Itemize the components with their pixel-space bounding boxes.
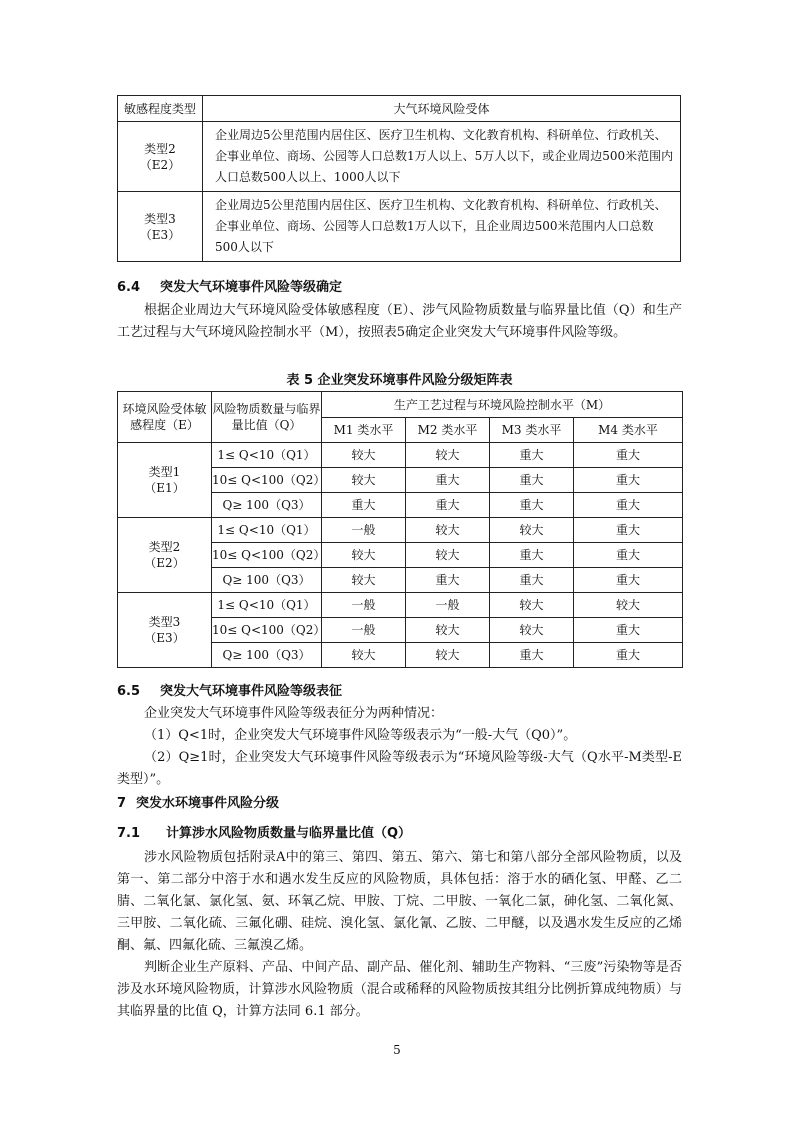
e-type-label: 类型1 <box>148 465 181 479</box>
e-type-code: （E2） <box>144 556 185 570</box>
section-number: 7 <box>117 796 127 811</box>
e-type-label: 类型3 <box>148 615 181 629</box>
e-type-cell <box>118 443 212 518</box>
header-m: 生产工艺过程与环境风险控制水平（M） <box>322 392 683 418</box>
section-heading-7 <box>117 792 279 811</box>
header-atmospheric-receptor: 大气环境风险受体 <box>203 96 681 122</box>
level-cell: 重大 <box>574 468 683 493</box>
level-cell: 重大 <box>406 568 490 593</box>
paragraph: （2）Q≥1时，企业突发大气环境事件风险等级表示为“环境风险等级-大气（Q水平-M类型-E类型）”。 <box>117 750 682 787</box>
header-q: 风险物质数量与临界量比值（Q） <box>212 392 322 443</box>
level-cell: 重大 <box>490 493 574 518</box>
e-type-label: 类型2 <box>148 540 181 554</box>
level-cell: 较大 <box>490 618 574 643</box>
section-heading-7-1 <box>117 822 411 841</box>
section-title: 计算涉水风险物质数量与临界量比值（Q） <box>166 826 412 841</box>
section-title: 突发大气环境事件风险等级表征 <box>160 684 343 699</box>
q-cell: 10≤ Q<100（Q2） <box>212 618 322 643</box>
level-cell: 重大 <box>490 468 574 493</box>
paragraph: （1）Q<1时，企业突发大气环境事件风险等级表示为“一般-大气（Q0）”。 <box>144 728 577 743</box>
level-cell: 较大 <box>406 443 490 468</box>
header-sensitivity-type: 敏感程度类型 <box>118 96 203 122</box>
level-cell: 一般 <box>322 593 406 618</box>
e-type-code: （E1） <box>144 481 185 495</box>
q-cell: Q≥ 100（Q3） <box>212 493 322 518</box>
paragraph: 涉水风险物质包括附录A中的第三、第四、第五、第六、第七和第八部分全部风险物质，以及第一、第二部分中溶于水和遇水发生反应的风险物质，具体包括：溶于水的硒化氢、甲醛、乙二腈、二氧化氯、氯化氢、氨、环氧乙烷、甲胺、丁烷、二甲胺、一氧化二氯，砷化氢、二氧化氮、三甲胺、二氧化硫、三氟化硼、硅烷、溴化氢、氯化氰、乙胺、二甲醚，以及遇水发生反应的乙烯酮、氟、四氟化硫、三氟溴乙烯。 <box>117 850 682 953</box>
level-cell: 重大 <box>406 468 490 493</box>
q-cell: 10≤ Q<100（Q2） <box>212 543 322 568</box>
type-cell <box>118 192 203 262</box>
q-cell: Q≥ 100（Q3） <box>212 568 322 593</box>
section-heading-6-4 <box>117 276 342 295</box>
table-row <box>118 192 681 262</box>
e-type-cell <box>118 593 212 668</box>
table-row <box>118 518 683 543</box>
level-cell: 较大 <box>322 568 406 593</box>
paragraph: 企业突发大气环境事件风险等级表征分为两种情况： <box>144 706 444 721</box>
table-caption: 表 5 企业突发环境事件风险分级矩阵表 <box>286 373 513 388</box>
level-cell: 较大 <box>406 543 490 568</box>
level-cell: 重大 <box>574 568 683 593</box>
level-cell: 较大 <box>490 518 574 543</box>
level-cell: 重大 <box>490 568 574 593</box>
section-heading-6-5 <box>117 680 342 699</box>
section-number: 7.1 <box>117 826 141 841</box>
level-cell: 较大 <box>490 593 574 618</box>
section-number: 6.5 <box>117 684 141 699</box>
level-cell: 重大 <box>574 543 683 568</box>
type-label: 类型2 <box>144 141 176 156</box>
level-cell: 一般 <box>406 593 490 618</box>
level-cell: 重大 <box>574 493 683 518</box>
header-m3: M3 类水平 <box>490 418 574 443</box>
q-cell: 1≤ Q<10（Q1） <box>212 443 322 468</box>
header-m1: M1 类水平 <box>322 418 406 443</box>
table-row <box>118 593 683 618</box>
table-header-row <box>118 392 683 418</box>
level-cell: 重大 <box>574 518 683 543</box>
page-number: 5 <box>393 1043 401 1057</box>
table-header-row <box>118 96 681 122</box>
q-cell: 10≤ Q<100（Q2） <box>212 468 322 493</box>
header-m2: M2 类水平 <box>406 418 490 443</box>
level-cell: 重大 <box>490 643 574 668</box>
section-number: 6.4 <box>117 280 141 295</box>
e-type-cell <box>118 518 212 593</box>
paragraph: 根据企业周边大气环境风险受体敏感程度（E）、涉气风险物质数量与临界量比值（Q）和生产工艺过程与大气环境风险控制水平（M），按照表5确定企业突发大气环境事件风险等级。 <box>117 303 682 340</box>
level-cell: 较大 <box>322 543 406 568</box>
level-cell: 重大 <box>574 443 683 468</box>
type-code: （E3） <box>139 227 181 242</box>
level-cell: 重大 <box>574 618 683 643</box>
table-row <box>118 122 681 192</box>
level-cell: 较大 <box>406 618 490 643</box>
level-cell: 一般 <box>322 518 406 543</box>
level-cell: 较大 <box>406 518 490 543</box>
level-cell: 较大 <box>322 468 406 493</box>
q-cell: 1≤ Q<10（Q1） <box>212 593 322 618</box>
table-row <box>118 443 683 468</box>
level-cell: 较大 <box>574 593 683 618</box>
q-cell: 1≤ Q<10（Q1） <box>212 518 322 543</box>
level-cell: 重大 <box>490 443 574 468</box>
receptor-sensitivity-table <box>117 95 681 262</box>
receptor-description: 企业周边5公里范围内居住区、医疗卫生机构、文化教育机构、科研单位、行政机关、企事业单位、商场、公园等人口总数1万人以下，且企业周边500米范围内人口总数500人以下 <box>203 192 681 262</box>
level-cell: 重大 <box>490 543 574 568</box>
level-cell: 重大 <box>574 643 683 668</box>
level-cell: 较大 <box>322 443 406 468</box>
type-label: 类型3 <box>144 211 176 226</box>
header-m4: M4 类水平 <box>574 418 683 443</box>
level-cell: 重大 <box>406 493 490 518</box>
level-cell: 较大 <box>322 643 406 668</box>
e-type-code: （E3） <box>144 631 185 645</box>
receptor-description: 企业周边5公里范围内居住区、医疗卫生机构、文化教育机构、科研单位、行政机关、企事业单位、商场、公园等人口总数1万人以上、5万人以下，或企业周边500米范围内人口总数500人以上、1000人以下 <box>203 122 681 192</box>
level-cell: 重大 <box>322 493 406 518</box>
header-e: 环境风险受体敏感程度（E） <box>118 392 212 443</box>
level-cell: 一般 <box>322 618 406 643</box>
section-title: 突发水环境事件风险分级 <box>136 796 280 811</box>
level-cell: 较大 <box>406 643 490 668</box>
q-cell: Q≥ 100（Q3） <box>212 643 322 668</box>
risk-matrix-table <box>117 391 683 668</box>
paragraph: 判断企业生产原料、产品、中间产品、副产品、催化剂、辅助生产物料、“三废”污染物等是否涉及水环境风险物质，计算涉水风险物质（混合或稀释的风险物质按其组分比例折算成纯物质）与其临界量的比值 Q，计算方法同 6.1 部分。 <box>117 960 682 1019</box>
type-code: （E2） <box>139 157 181 172</box>
type-cell <box>118 122 203 192</box>
section-title: 突发大气环境事件风险等级确定 <box>160 280 343 295</box>
